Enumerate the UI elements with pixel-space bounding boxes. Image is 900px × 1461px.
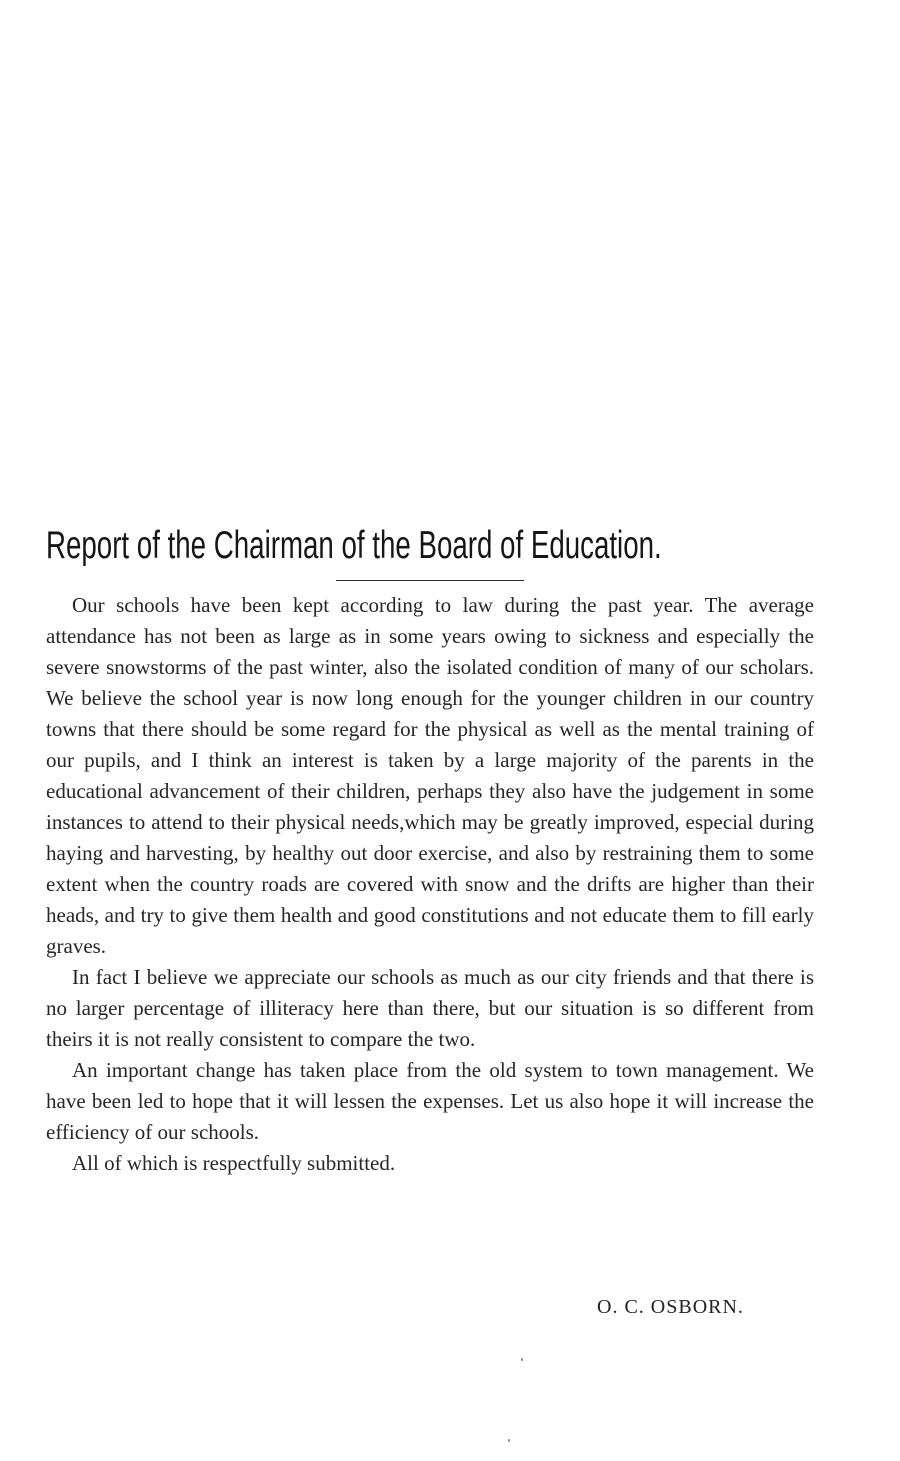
paragraph-2: In fact I believe we appreciate our schools as much as our city friends and that there is no larger percentage of illiteracy here than there, but our situation is so different from theirs it is not really consistent to compare the two. [46, 965, 814, 1051]
report-title: Report of the Chairman of the Board of Education. [46, 524, 662, 567]
paragraph-4: All of which is respectfully submitted. [72, 1151, 396, 1175]
paragraph-1: Our schools have been kept according to law during the past year. The average attendance has not been as large as in some years owing to sickness and especially the severe snowstorms of the past winter, also the isolated condition of many of our scholars. We believe the school year is now long enough for the younger children in our country towns that there should be some regard for the physical as well as the mental training of our pupils, and I think an interest is taken by a large majority of the parents in the educational advancement of their children, perhaps they also have the judgement in some instances to attend to their physical needs,which may be greatly improved, especial during haying and harvesting, by healthy out door exercise, and also by restraining them to some extent when the country roads are covered with snow and the drifts are higher than their heads, and try to give them health and good constitutions and not educate them to fill early graves. [46, 593, 814, 958]
signature: O. C. OSBORN. [597, 1296, 744, 1318]
ink-speck [521, 1358, 523, 1361]
paragraph-3: An important change has taken place from the old system to town management. We have been led to hope that it will lessen the expenses. Let us also hope it will increase the efficiency of our schools. [46, 1058, 814, 1144]
report-body [46, 590, 814, 1179]
title-underline-rule [336, 580, 524, 581]
ink-speck [508, 1439, 510, 1442]
